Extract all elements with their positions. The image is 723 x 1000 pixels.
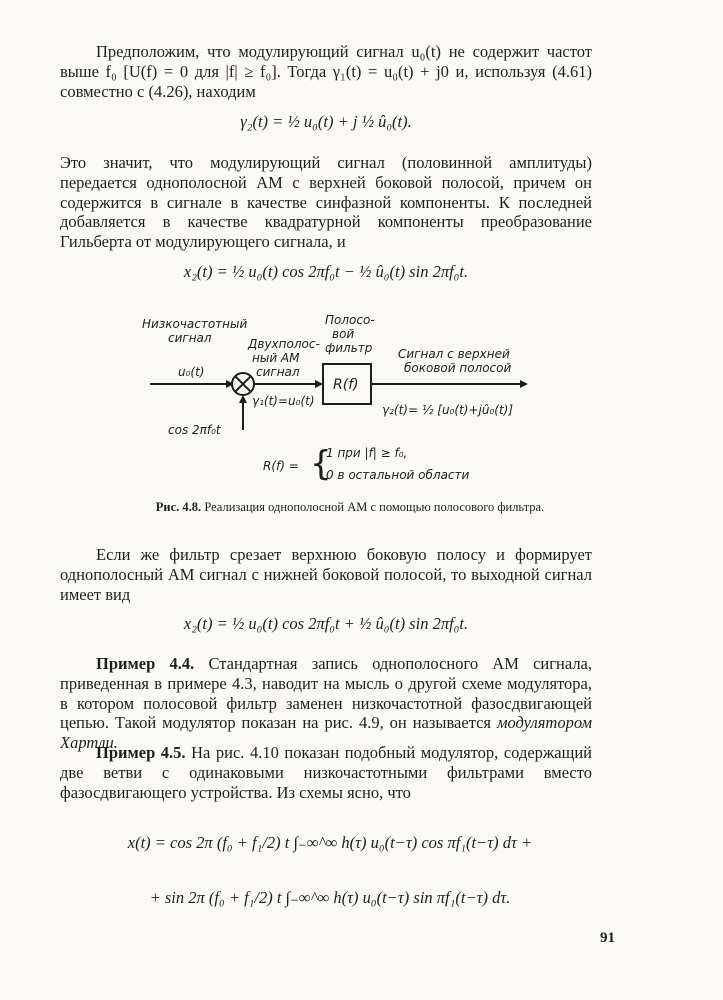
fig-output-arrow xyxy=(520,380,528,388)
example-4-4-label: Пример 4.4. xyxy=(96,654,195,673)
fig-gamma1-label: γ₁(t)=u₀(t) xyxy=(252,394,315,408)
paragraph-2: Это значит, что модулирующий сигнал (половинной амплитуды) передается однополосной АМ с верхней боковой полосой, причем он содержится в сигнале в качестве синфазной компоненты. К последней добавляется в качестве квадратурной компоненты преобразование Гильберта от модулирующего сигнала, и xyxy=(60,153,592,252)
paragraph-4 xyxy=(60,654,592,753)
fig-carrier-label: cos 2πf₀t xyxy=(168,423,221,437)
fig-label-lowfreq-2: сигнал xyxy=(168,331,212,345)
paragraph-3: Если же фильтр срезает верхнюю боковую полосу и формирует однополосный АМ сигнал с нижней боковой полосой, то выходной сигнал имеет вид xyxy=(60,545,592,604)
fig-label-dsb-2: ный АМ xyxy=(252,351,300,365)
fig-gamma2-label: γ₂(t)= ½ [u₀(t)+jû₀(t)] xyxy=(382,403,514,417)
fig-carrier-arrow xyxy=(239,395,247,403)
fig-filter-label: R(f) xyxy=(333,377,359,393)
fig-dsb-arrow xyxy=(315,380,323,388)
equation-x-line2: + sin 2π (f₀ + f₁/2) t ∫₋∞^∞ h(τ) u₀(t−τ) sin πf₁(t−τ) dτ. xyxy=(149,888,511,907)
fig-label-lowfreq-1: Низкочастотный xyxy=(142,317,248,331)
equation-x2-upper: x₂(t) = ½ u₀(t) cos 2πf₀t − ½ û₀(t) sin 2πf₀t. xyxy=(183,262,469,281)
figure-caption xyxy=(60,500,640,515)
page-number: 91 xyxy=(600,930,615,946)
fig-label-dsb-3: сигнал xyxy=(256,365,300,379)
fig-rf-case2: 0 в остальной области xyxy=(326,468,470,482)
figure-4-8 xyxy=(0,310,723,490)
fig-rf-brace: { xyxy=(310,444,332,484)
fig-rf-def: R(f) = xyxy=(263,459,299,473)
fig-label-output-2: боковой полосой xyxy=(404,361,512,375)
example-4-4-term: модулятором Хартли. xyxy=(60,713,592,753)
fig-label-bandpass-2: вой xyxy=(332,327,355,341)
paragraph-1: Предположим, что модулирующий сигнал u₀(t) не содержит частот выше f₀ [U(f) = 0 для |f| ≥ f₀]. Тогда γ₁(t) = u₀(t) + j0 и, используя (4.61) совместно с (4.26), находим xyxy=(60,42,592,101)
fig-input-label: u₀(t) xyxy=(178,365,205,379)
figure-caption-text: Реализация однополосной АМ с помощью полосового фильтра. xyxy=(201,500,545,514)
example-4-5-text: На рис. 4.10 показан подобный модулятор, содержащий две ветви с одинаковыми низкочастотными фильтрами вместо фазосдвигающего устройства. Из схемы ясно, что xyxy=(60,743,592,802)
example-4-5-label: Пример 4.5. xyxy=(96,743,186,762)
paragraph-5 xyxy=(60,743,592,802)
example-4-4-text: Стандартная запись однополосного АМ сигнала, приведенная в примере 4.3, наводит на мысль о другой схеме модулятора, в котором полосовой фильтр заменен низкочастотной фазосдвигающей цепью. Такой модулятор показан на рис. 4.9, он называется xyxy=(60,654,592,733)
fig-rf-case1: 1 при |f| ≥ f₀, xyxy=(326,446,408,460)
fig-label-bandpass-3: фильтр xyxy=(325,341,373,355)
figure-caption-label: Рис. 4.8. xyxy=(155,500,202,514)
fig-label-bandpass-1: Полосо- xyxy=(325,313,375,327)
equation-x2-lower: x₂(t) = ½ u₀(t) cos 2πf₀t + ½ û₀(t) sin 2πf₀t. xyxy=(183,614,469,633)
fig-label-output-1: Сигнал с верхней xyxy=(398,347,510,361)
equation-x-line1: x(t) = cos 2π (f₀ + f₁/2) t ∫₋∞^∞ h(τ) u₀(t−τ) cos πf₁(t−τ) dτ + xyxy=(127,833,533,852)
equation-gamma2: γ₂(t) = ½ u₀(t) + j ½ û₀(t). xyxy=(240,112,412,131)
fig-label-dsb-1: Двухполос- xyxy=(248,337,320,351)
